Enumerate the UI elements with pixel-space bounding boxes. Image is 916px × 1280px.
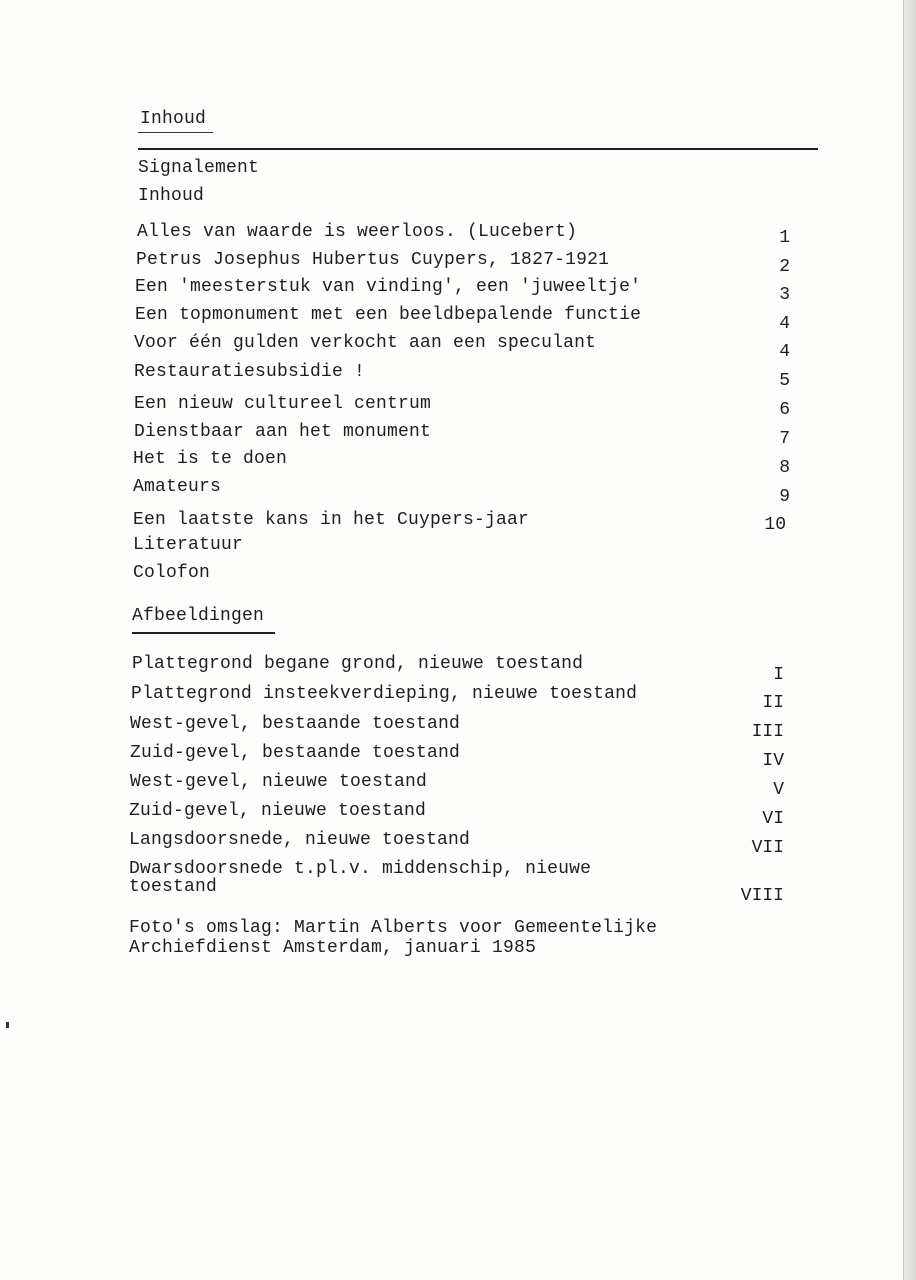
toc-entry-page: 3 xyxy=(779,285,790,305)
illustration-entry-plate: VIII xyxy=(740,886,784,906)
illustration-entry-plate: III xyxy=(751,722,784,742)
toc-entry-title: Dienstbaar aan het monument xyxy=(134,422,432,442)
toc-entry-title: Een laatste kans in het Cuypers-jaar xyxy=(133,510,530,530)
illustration-entry-title-continued: toestand xyxy=(129,877,218,897)
toc-entry-title: Restauratiesubsidie ! xyxy=(134,362,366,382)
toc-entry-page: 1 xyxy=(779,228,790,248)
illustration-entry-title: West-gevel, bestaande toestand xyxy=(130,714,461,734)
illustration-entry-title: Zuid-gevel, bestaande toestand xyxy=(130,743,461,763)
header-rule xyxy=(138,148,818,150)
toc-entry-page: 10 xyxy=(764,515,786,535)
toc-entry-title: Inhoud xyxy=(138,186,205,206)
toc-entry-title: Petrus Josephus Hubertus Cuypers, 1827-1921 xyxy=(136,250,610,270)
illustration-entry-plate: IV xyxy=(762,751,784,771)
toc-entry-page: 2 xyxy=(779,257,790,277)
toc-entry-page: 4 xyxy=(779,342,790,362)
illustration-entry-title: Dwarsdoorsnede t.pl.v. middenschip, nieuwe xyxy=(129,859,592,879)
toc-entry-page: 7 xyxy=(779,429,790,449)
section-title-afbeeldingen: Afbeeldingen xyxy=(132,606,265,626)
punch-mark xyxy=(6,1022,9,1028)
illustration-entry-title: Plattegrond begane grond, nieuwe toestand xyxy=(132,654,584,674)
illustration-entry-title: Zuid-gevel, nieuwe toestand xyxy=(129,801,427,821)
toc-entry-page: 9 xyxy=(779,487,790,507)
illustration-entry-title: Plattegrond insteekverdieping, nieuwe toestand xyxy=(131,684,638,704)
toc-entry-title: Alles van waarde is weerloos. (Lucebert) xyxy=(137,222,578,242)
illustration-entry-title: West-gevel, nieuwe toestand xyxy=(130,772,428,792)
credits-line: Archiefdienst Amsterdam, januari 1985 xyxy=(129,938,537,958)
toc-entry-title: Literatuur xyxy=(133,535,244,555)
section-title-inhoud: Inhoud xyxy=(140,109,207,129)
illustration-entry-plate: VII xyxy=(751,838,784,858)
toc-entry-title: Een topmonument met een beeldbepalende functie xyxy=(135,305,642,325)
toc-entry-title: Voor één gulden verkocht aan een speculant xyxy=(134,333,597,353)
illustration-entry-title: Langsdoorsnede, nieuwe toestand xyxy=(129,830,471,850)
toc-entry-page: 8 xyxy=(779,458,790,478)
toc-entry-title: Signalement xyxy=(138,158,260,178)
title-underline xyxy=(138,132,213,133)
toc-entry-title: Colofon xyxy=(133,563,211,583)
toc-entry-title: Een 'meesterstuk van vinding', een 'juweeltje' xyxy=(135,277,642,297)
toc-entry-title: Het is te doen xyxy=(133,449,288,469)
toc-entry-page: 5 xyxy=(779,371,790,391)
illustrations-rule xyxy=(132,632,275,634)
credits-line: Foto's omslag: Martin Alberts voor Gemeentelijke xyxy=(129,918,658,938)
illustration-entry-plate: VI xyxy=(762,809,784,829)
toc-entry-title: Amateurs xyxy=(133,477,222,497)
toc-entry-page: 6 xyxy=(779,400,790,420)
illustration-entry-plate: V xyxy=(773,780,784,800)
page-edge xyxy=(903,0,916,1280)
toc-entry-page: 4 xyxy=(779,314,790,334)
illustration-entry-plate: I xyxy=(773,665,784,685)
illustration-entry-plate: II xyxy=(762,693,784,713)
toc-entry-title: Een nieuw cultureel centrum xyxy=(134,394,432,414)
